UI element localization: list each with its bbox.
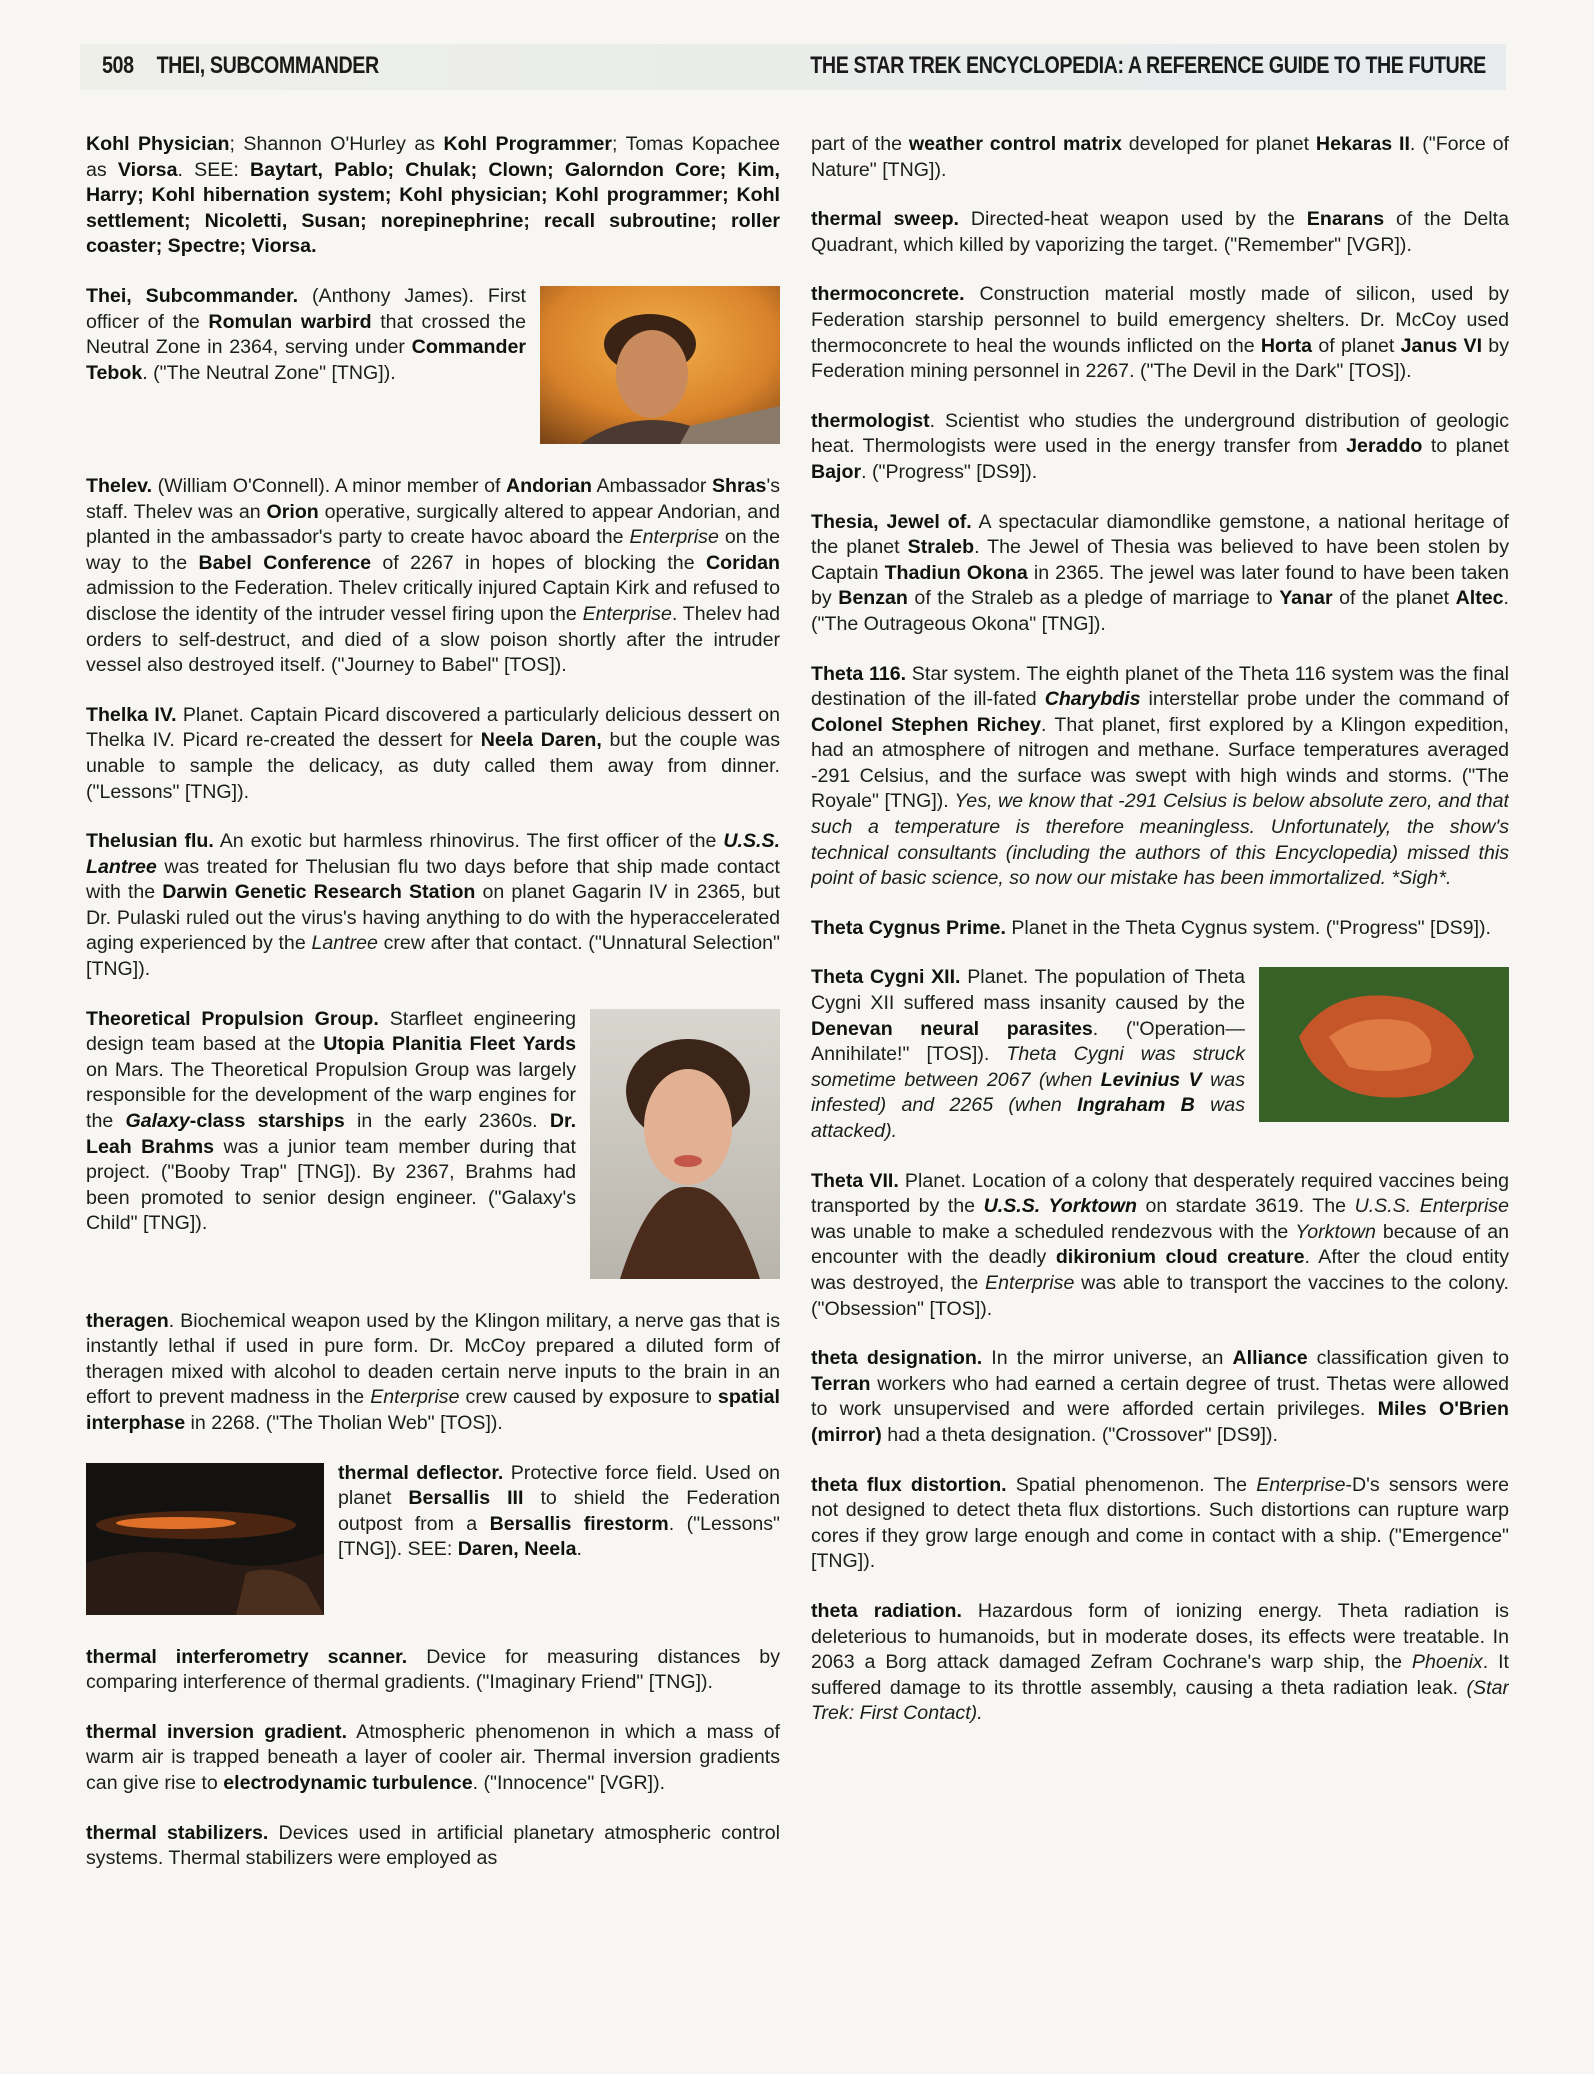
entry-theta-cygni-text: Theta Cygni XII. Planet. The population of Theta Cygni XII suffered mass insanity caused by the Denevan neural parasites. ("Operation—Annihilate!" [TOS]). Theta Cygni was struck sometime between 2067 (when Levinius V was infested) and 2265 (when Ingraham B was attacked). [811,966,1245,1142]
entry-theragen: theragen. Biochemical weapon used by the Klingon military, a nerve gas that is instantly lethal if used in pure form. Dr. McCoy prepared a diluted form of theragen mixed with alcohol to deaden certain nerve inputs to the brain in an effort to prevent madness in the Enterprise crew caused by exposure to spatial interphase in 2268. ("The Tholian Web" [TOS]). [86,1309,780,1435]
section-title: THEI, SUBCOMMANDER [156,52,379,79]
entry-thermologist: thermologist. Scientist who studies the underground distribution of geologic heat. Thermologists were used in the energy transfer from Jeraddo to planet Bajor. ("Progress" [DS9]). [811,409,1509,483]
entry-thermal-interferometry-scanner: thermal interferometry scanner. Device for measuring distances by comparing interference of thermal gradients. ("Imaginary Friend" [TNG]). [86,1645,780,1694]
entry-thermal-sweep: thermal sweep. Directed-heat weapon used by the Enarans of the Delta Quadrant, which killed by vaporizing the target. ("Remember" [VGR]). [811,208,1509,256]
entry-theta-designation: theta designation. In the mirror universe, an Alliance classification given to Terran workers who had earned a certain degree of trust. Thetas were allowed to work unsupervised and were afforded certain privileges. Miles O'Brien (mirror) had a theta designation. ("Crossover" [DS9]). [811,1347,1509,1446]
page-number: 508 [102,52,134,79]
firestorm-photo [86,1463,324,1615]
entry-theta-flux-distortion: theta flux distortion. Spatial phenomenon. The Enterprise-D's sensors were not designed to detect theta flux distortions. Such distortions can rupture warp cores if they grow large enough and come in contact with a ship. ("Emergence" [TNG]). [811,1473,1509,1573]
left-column [86,132,780,1896]
entry-theta-cygni-xii [811,965,1509,1144]
book-title: THE STAR TREK ENCYCLOPEDIA: A REFERENCE GUIDE TO THE FUTURE [810,52,1486,79]
running-head-left [102,52,379,80]
entry-thermoconcrete: thermoconcrete. Construction material mostly made of silicon, used by Federation starship personnel to build emergency shelters. Dr. McCoy used thermoconcrete to heal the wounds inflicted on the Horta of planet Janus VI by Federation mining personnel in 2267. ("The Devil in the Dark" [TOS]). [811,283,1509,383]
entry-thesia-jewel: Thesia, Jewel of. A spectacular diamondlike gemstone, a national heritage of the planet Straleb. The Jewel of Thesia was believed to have been stolen by Captain Thadiun Okona in 2365. The jewel was later found to have been taken by Benzan of the Straleb as a pledge of marriage to Yanar of the planet Altec. ("The Outrageous Okona" [TNG]). [811,510,1509,635]
right-column [811,132,1509,1751]
entry-theta-radiation: theta radiation. Hazardous form of ionizing energy. Theta radiation is deleterious to humanoids, but in moderate doses, its effects were treatable. In 2063 a Borg attack damaged Zefram Cochrane's warp ship, the Phoenix. It suffered damage to its throttle assembly, causing a theta radiation leak. (Star Trek: First Contact). [811,1599,1509,1725]
entry-thermal-deflector [86,1461,780,1621]
entry-thermal-stabilizers-continued: part of the weather control matrix developed for planet Hekaras II. ("Force of Nature" [TNG]). [811,133,1509,181]
entry-thelev: Thelev. (William O'Connell). A minor member of Andorian Ambassador Shras's staff. Thelev was an Orion operative, surgically altered to appear Andorian, and planted in the ambassador's party to create havoc aboard the Enterprise on the way to the Babel Conference of 2267 in hopes of blocking the Coridan admission to the Federation. Thelev critically injured Captain Kirk and refused to disclose the identity of the intruder vessel firing upon the Enterprise. Thelev had orders to self-destruct, and died of a slow poison shortly after the intruder vessel also destroyed itself. ("Journey to Babel" [TOS]). [86,474,780,677]
entry-theta-116: Theta 116. Star system. The eighth planet of the Theta 116 system was the final destination of the ill-fated Charybdis interstellar probe under the command of Colonel Stephen Richey. That planet, first explored by a Klingon expedition, had an atmosphere of nitrogen and methane. Surface temperatures averaged -291 Celsius, and the surface was swept with high winds and storms. ("The Royale" [TNG]). Yes, we know that -291 Celsius is below absolute zero, and that such a temperature is therefore meaningless. Unfortunately, the show's technical consultants (including the authors of this Encyclopedia) missed this point of basic science, so now our mistake has been immortalized. *Sigh*. [811,662,1509,890]
entry-theoretical-propulsion-group [86,1007,780,1285]
neural-parasite-photo [1259,967,1509,1122]
brahms-photo [590,1009,780,1279]
thei-photo [540,286,780,444]
entry-thermal-inversion-gradient: thermal inversion gradient. Atmospheric phenomenon in which a mass of warm air is trapped beneath a layer of cooler air. Thermal inversion gradients can give rise to electrodynamic turbulence. ("Innocence" [VGR]). [86,1720,780,1794]
entry-thermal-stabilizers: thermal stabilizers. Devices used in artificial planetary atmospheric control systems. Thermal stabilizers were employed as [86,1821,780,1870]
entry-theta-vii: Theta VII. Planet. Location of a colony that desperately required vaccines being transported by the U.S.S. Yorktown on stardate 3619. The U.S.S. Enterprise was unable to make a scheduled rendezvous with the Yorktown because of an encounter with the deadly dikironium cloud creature. After the cloud entity was destroyed, the Enterprise was able to transport the vaccines to the colony. ("Obsession" [TOS]). [811,1169,1509,1320]
entry-theta-cygnus-prime: Theta Cygnus Prime. Planet in the Theta Cygnus system. ("Progress" [DS9]). [811,916,1491,939]
entry-thelka-iv: Thelka IV. Planet. Captain Picard discovered a particularly delicious dessert on Thelka IV. Picard re-created the dessert for Neela Daren, but the couple was unable to sample the delicacy, as duty called them away from dinner. ("Lessons" [TNG]). [86,703,780,803]
entry-kohl-continued: Kohl Physician; Shannon O'Hurley as Kohl Programmer; Tomas Kopachee as Viorsa. SEE: Baytart, Pablo; Chulak; Clown; Galorndon Core; Kim, Harry; Kohl hibernation system; Kohl physician; Kohl programmer; Kohl settlement; Nicoletti, Susan; norepinephrine; recall subroutine; roller coaster; Spectre; Viorsa. [86,133,780,258]
entry-thei-text: Thei, Subcommander. (Anthony James). First officer of the Romulan warbird that crossed the Neutral Zone in 2364, serving under Commander Tebok. ("The Neutral Zone" [TNG]). [86,284,526,384]
entry-thelusian-flu: Thelusian flu. An exotic but harmless rhinovirus. The first officer of the U.S.S. Lantree was treated for Thelusian flu two days before that ship made contact with the Darwin Genetic Research Station on planet Gagarin IV in 2365, but Dr. Pulaski ruled out the virus's having anything to do with the hyperaccelerated aging experienced by the Lantree crew after that contact. ("Unnatural Selection" [TNG]). [86,830,780,981]
page-header [80,44,1506,90]
entry-theoretical-text: Theoretical Propulsion Group. Starfleet engineering design team based at the Utopia Planitia Fleet Yards on Mars. The Theoretical Propulsion Group was largely responsible for the development of the warp engines for the Galaxy-class starships in the early 2360s. Dr. Leah Brahms was a junior team member during that project. ("Booby Trap" [TNG]). By 2367, Brahms had been promoted to senior design engineer. ("Galaxy's Child" [TNG]). [86,1007,577,1235]
entry-thermal-deflector-text: thermal deflector. Protective force field. Used on planet Bersallis III to shield the Federation outpost from a Bersallis firestorm. ("Lessons" [TNG]). SEE: Daren, Neela. [338,1461,780,1561]
entry-thei [86,284,780,450]
